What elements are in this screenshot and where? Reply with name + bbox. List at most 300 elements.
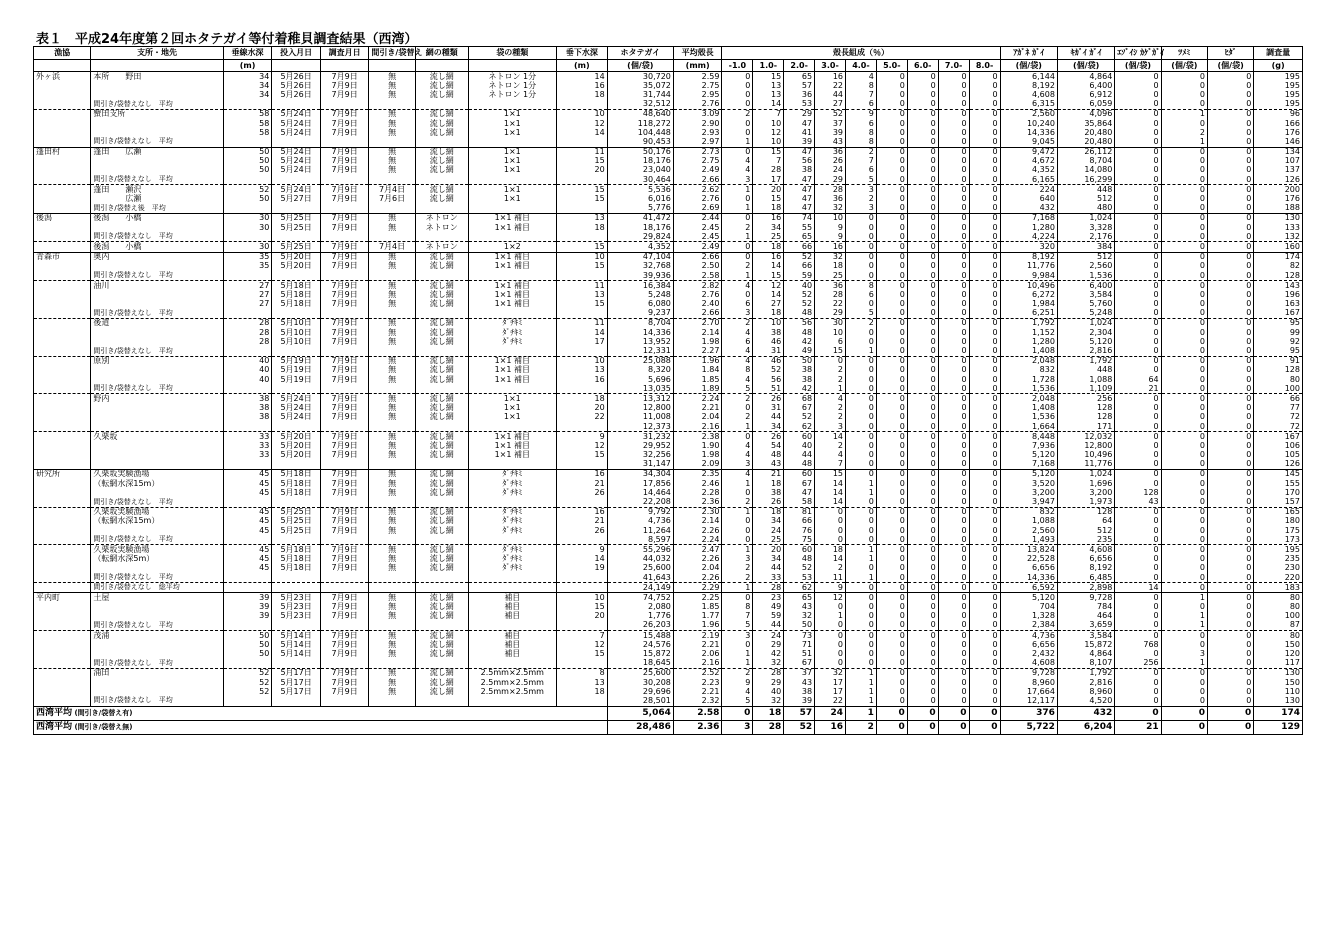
- table-cell: 0: [876, 460, 907, 470]
- table-cell: 0: [1207, 157, 1253, 166]
- table-cell: 0: [1115, 366, 1161, 375]
- table-cell: 流し網: [415, 90, 468, 99]
- total-row: [34, 706, 1303, 720]
- table-cell: 0: [1115, 507, 1161, 517]
- cell-coop: [34, 659, 91, 669]
- total-cell: 28,486: [607, 720, 673, 734]
- table-cell: 38: [784, 366, 815, 375]
- table-cell: 8: [846, 137, 877, 147]
- table-cell: 0: [846, 337, 877, 346]
- table-cell: 24,149: [607, 583, 673, 593]
- cell-coop: 蓬田村: [34, 147, 91, 157]
- table-cell: 44,032: [607, 555, 673, 564]
- table-cell: 128: [1057, 413, 1114, 422]
- table-cell: 188: [1254, 204, 1303, 214]
- table-cell: 0: [722, 404, 753, 413]
- table-cell: 0: [722, 488, 753, 497]
- table-cell: ﾀﾞﾁｷﾐ: [468, 507, 556, 517]
- table-cell: 4,864: [1057, 649, 1114, 658]
- column-header: (個/袋): [607, 60, 673, 72]
- table-cell: 118,272: [607, 119, 673, 128]
- cell-site: 原別: [91, 356, 223, 366]
- table-cell: 6,592: [1000, 583, 1057, 593]
- cell-site: [91, 441, 223, 450]
- table-cell: 流し網: [415, 404, 468, 413]
- table-cell: 4: [846, 72, 877, 82]
- table-cell: 2.66: [673, 175, 722, 185]
- total-cell: 2.36: [673, 720, 722, 734]
- table-cell: 0: [1207, 119, 1253, 128]
- table-cell: 1×1 補目: [468, 432, 556, 442]
- table-cell: 0: [938, 128, 969, 137]
- table-cell: 7月9日: [320, 640, 369, 649]
- table-cell: 45: [223, 488, 272, 497]
- table-cell: 流し網: [415, 649, 468, 658]
- table-cell: 5月20日: [272, 451, 321, 460]
- table-cell: [369, 659, 415, 669]
- table-cell: 0: [938, 441, 969, 450]
- table-cell: 0: [1161, 545, 1207, 555]
- table-cell: 4,352: [1000, 166, 1057, 175]
- table-cell: [320, 100, 369, 110]
- table-cell: 13,035: [607, 384, 673, 394]
- table-cell: 41,472: [607, 213, 673, 223]
- table-cell: 5月18日: [272, 488, 321, 497]
- table-cell: 56: [784, 157, 815, 166]
- total-cell: 129: [1254, 720, 1303, 734]
- table-cell: [415, 346, 468, 356]
- table-cell: 1×1: [468, 147, 556, 157]
- table-cell: 0: [846, 507, 877, 517]
- cell-coop: [34, 583, 91, 593]
- column-header: 3.0-: [815, 60, 846, 72]
- table-cell: 0: [722, 90, 753, 99]
- table-cell: 0: [938, 659, 969, 669]
- table-cell: 8: [846, 81, 877, 90]
- table-cell: 30: [223, 213, 272, 223]
- table-cell: 130: [1254, 696, 1303, 706]
- table-cell: 7,168: [1000, 213, 1057, 223]
- table-cell: 補目: [468, 593, 556, 603]
- table-cell: 5月24日: [272, 147, 321, 157]
- table-cell: 7: [846, 157, 877, 166]
- cell-site: [91, 119, 223, 128]
- cell-site: 後道: [91, 318, 223, 328]
- total-cell: 0: [722, 706, 753, 720]
- table-cell: 5月20日: [272, 432, 321, 442]
- table-cell: 0: [1207, 564, 1253, 573]
- table-cell: 512: [1057, 194, 1114, 203]
- table-cell: 0: [1207, 394, 1253, 404]
- cell-coop: [34, 668, 91, 678]
- table-cell: 0: [1207, 678, 1253, 687]
- table-cell: [369, 232, 415, 242]
- table-cell: [556, 100, 607, 110]
- table-cell: 10,496: [1057, 451, 1114, 460]
- table-cell: 5月25日: [272, 213, 321, 223]
- table-cell: [320, 621, 369, 631]
- cell-site: [91, 300, 223, 309]
- table-cell: 48: [753, 451, 784, 460]
- table-cell: [223, 422, 272, 432]
- table-cell: 1×1: [468, 128, 556, 137]
- table-cell: 128: [1254, 271, 1303, 281]
- table-cell: 7月9日: [320, 564, 369, 573]
- table-cell: 128: [1057, 507, 1114, 517]
- cell-site: 久栗坂: [91, 432, 223, 442]
- table-cell: 55: [784, 223, 815, 232]
- table-cell: 0: [969, 460, 1000, 470]
- table-cell: 0: [846, 564, 877, 573]
- table-cell: 0: [1207, 526, 1253, 535]
- table-cell: 180: [1254, 517, 1303, 526]
- table-cell: 0: [1115, 573, 1161, 583]
- table-cell: 28: [223, 337, 272, 346]
- table-cell: 1: [722, 545, 753, 555]
- table-cell: [272, 535, 321, 545]
- table-cell: 0: [907, 90, 938, 99]
- table-cell: 14: [753, 290, 784, 299]
- average-row: [34, 535, 1303, 545]
- table-cell: [468, 422, 556, 432]
- cell-coop: [34, 290, 91, 299]
- table-cell: 27: [223, 300, 272, 309]
- table-cell: 0: [1161, 631, 1207, 641]
- table-cell: 0: [876, 507, 907, 517]
- table-cell: 6: [846, 166, 877, 175]
- table-cell: 0: [938, 252, 969, 262]
- table-cell: ﾀﾞﾁｷﾐ: [468, 564, 556, 573]
- table-cell: 3,328: [1057, 223, 1114, 232]
- table-cell: 0: [1115, 223, 1161, 232]
- table-cell: 0: [1207, 659, 1253, 669]
- total-cell: 0: [907, 706, 938, 720]
- table-cell: 5,120: [1057, 337, 1114, 346]
- table-cell: 流し網: [415, 564, 468, 573]
- table-cell: 10: [556, 252, 607, 262]
- total-cell: 376: [1000, 706, 1057, 720]
- table-cell: 9,728: [1057, 593, 1114, 603]
- table-cell: [223, 621, 272, 631]
- table-cell: 14: [815, 479, 846, 488]
- table-cell: 0: [815, 603, 846, 612]
- table-cell: 1,973: [1057, 497, 1114, 507]
- table-cell: 0: [1115, 271, 1161, 281]
- table-cell: 0: [938, 290, 969, 299]
- cell-site: 間引き/袋替えなし 平均: [91, 659, 223, 669]
- table-cell: 2: [722, 262, 753, 271]
- table-cell: 0: [907, 526, 938, 535]
- table-cell: 2.40: [673, 300, 722, 309]
- survey-table-container: [33, 46, 1303, 735]
- table-cell: 16: [815, 72, 846, 82]
- table-cell: 0: [969, 687, 1000, 696]
- table-cell: ﾀﾞﾁｷﾐ: [468, 479, 556, 488]
- table-cell: 67: [784, 659, 815, 669]
- table-cell: 無: [369, 687, 415, 696]
- table-cell: 2: [846, 147, 877, 157]
- table-cell: 72: [1254, 413, 1303, 422]
- table-cell: 0: [938, 603, 969, 612]
- table-cell: 0: [938, 318, 969, 328]
- table-cell: 16: [556, 375, 607, 384]
- table-cell: [556, 535, 607, 545]
- table-cell: [468, 535, 556, 545]
- table-cell: [369, 100, 415, 110]
- table-cell: 0: [1161, 432, 1207, 442]
- table-cell: 0: [876, 252, 907, 262]
- table-cell: 2.23: [673, 678, 722, 687]
- table-cell: 195: [1254, 81, 1303, 90]
- table-cell: 0: [907, 535, 938, 545]
- table-cell: 25,600: [607, 564, 673, 573]
- table-cell: 40: [784, 281, 815, 291]
- table-cell: 46: [753, 356, 784, 366]
- table-cell: 39: [784, 137, 815, 147]
- table-cell: 155: [1254, 479, 1303, 488]
- table-cell: 1: [1161, 621, 1207, 631]
- table-cell: 5月18日: [272, 479, 321, 488]
- table-cell: 0: [1207, 384, 1253, 394]
- table-cell: 65: [784, 72, 815, 82]
- cell-site: [91, 422, 223, 432]
- table-cell: 5月23日: [272, 612, 321, 621]
- column-header: 2.0-: [784, 60, 815, 72]
- table-cell: 27: [815, 100, 846, 110]
- table-cell: 5: [722, 696, 753, 706]
- table-cell: 0: [876, 535, 907, 545]
- table-cell: 5,120: [1000, 593, 1057, 603]
- table-cell: 167: [1254, 309, 1303, 319]
- table-cell: 0: [876, 497, 907, 507]
- table-cell: 0: [846, 517, 877, 526]
- table-cell: 1×1 補目: [468, 300, 556, 309]
- table-cell: 0: [876, 687, 907, 696]
- table-cell: 1.90: [673, 441, 722, 450]
- table-cell: 0: [1161, 404, 1207, 413]
- table-cell: 0: [1207, 573, 1253, 583]
- table-cell: 0: [1115, 175, 1161, 185]
- table-cell: 2.21: [673, 404, 722, 413]
- table-cell: 5月10日: [272, 318, 321, 328]
- total-cell: 0: [969, 706, 1000, 720]
- table-cell: 157: [1254, 497, 1303, 507]
- table-cell: 1: [815, 384, 846, 394]
- table-cell: 0: [1161, 640, 1207, 649]
- table-cell: 2: [815, 564, 846, 573]
- table-cell: 2: [722, 109, 753, 119]
- column-header: ﾂﾒﾐ: [1161, 47, 1207, 60]
- table-cell: 0: [969, 375, 1000, 384]
- cell-site: 間引き/袋替えなし 平均: [91, 621, 223, 631]
- table-cell: 0: [907, 366, 938, 375]
- table-cell: 2.46: [673, 479, 722, 488]
- cell-site: [91, 564, 223, 573]
- table-cell: 0: [1207, 356, 1253, 366]
- table-cell: [415, 204, 468, 214]
- table-cell: 2.90: [673, 119, 722, 128]
- table-cell: 7月9日: [320, 603, 369, 612]
- table-cell: 2.28: [673, 488, 722, 497]
- table-cell: 4: [722, 346, 753, 356]
- table-cell: 163: [1254, 300, 1303, 309]
- column-header: 平均殻長: [673, 47, 722, 60]
- column-header: 網の種類: [415, 47, 468, 60]
- table-cell: 0: [876, 90, 907, 99]
- table-cell: 53: [784, 100, 815, 110]
- table-cell: 0: [722, 194, 753, 203]
- table-cell: 0: [938, 497, 969, 507]
- table-cell: 3,520: [1000, 479, 1057, 488]
- table-cell: 10: [815, 328, 846, 337]
- table-cell: 25,600: [607, 668, 673, 678]
- table-cell: 47: [784, 194, 815, 203]
- table-cell: 47: [784, 488, 815, 497]
- table-cell: 15,488: [607, 631, 673, 641]
- table-cell: 0: [907, 649, 938, 658]
- table-cell: 流し網: [415, 194, 468, 203]
- table-cell: 0: [815, 659, 846, 669]
- table-cell: 7月9日: [320, 290, 369, 299]
- table-cell: 5月24日: [272, 109, 321, 119]
- table-cell: 0: [876, 649, 907, 658]
- table-cell: 無: [369, 128, 415, 137]
- table-cell: 0: [1161, 555, 1207, 564]
- table-cell: 5月24日: [272, 404, 321, 413]
- table-cell: 1: [846, 346, 877, 356]
- table-cell: 11: [556, 147, 607, 157]
- table-cell: 0: [876, 204, 907, 214]
- table-cell: 0: [938, 640, 969, 649]
- table-cell: 0: [1161, 119, 1207, 128]
- table-cell: 0: [907, 204, 938, 214]
- table-cell: 7月9日: [320, 109, 369, 119]
- table-cell: 0: [969, 488, 1000, 497]
- table-cell: 8: [846, 128, 877, 137]
- table-cell: 11,264: [607, 526, 673, 535]
- table-cell: 6: [722, 300, 753, 309]
- table-cell: 0: [969, 137, 1000, 147]
- table-cell: 無: [369, 166, 415, 175]
- table-cell: 0: [969, 262, 1000, 271]
- cell-coop: [34, 441, 91, 450]
- table-cell: 31,232: [607, 432, 673, 442]
- table-cell: 0: [938, 309, 969, 319]
- table-cell: 66: [784, 242, 815, 252]
- table-cell: 0: [1161, 507, 1207, 517]
- table-cell: 5月17日: [272, 687, 321, 696]
- table-cell: 0: [938, 451, 969, 460]
- table-cell: 1: [1161, 109, 1207, 119]
- cell-site: （転網水深5m）: [91, 555, 223, 564]
- table-cell: 8: [722, 603, 753, 612]
- table-cell: 2.5mm×2.5mm: [468, 678, 556, 687]
- table-cell: 1,493: [1000, 535, 1057, 545]
- table-cell: [468, 497, 556, 507]
- average-row: [34, 175, 1303, 185]
- table-cell: [223, 137, 272, 147]
- table-row: [34, 517, 1303, 526]
- table-cell: 0: [907, 175, 938, 185]
- table-cell: 39: [223, 603, 272, 612]
- table-cell: [223, 573, 272, 583]
- table-cell: 28: [815, 290, 846, 299]
- table-cell: 6,165: [1000, 175, 1057, 185]
- table-cell: 195: [1254, 90, 1303, 99]
- table-cell: 10,240: [1000, 119, 1057, 128]
- table-cell: 0: [1115, 213, 1161, 223]
- table-cell: 11: [815, 573, 846, 583]
- table-cell: 2.5mm×2.5mm: [468, 687, 556, 696]
- table-cell: 1,280: [1000, 337, 1057, 346]
- cell-coop: [34, 157, 91, 166]
- table-cell: [320, 422, 369, 432]
- cell-site: [91, 678, 223, 687]
- table-cell: 0: [1115, 204, 1161, 214]
- table-cell: 5月17日: [272, 678, 321, 687]
- table-cell: 51: [753, 384, 784, 394]
- table-cell: 42: [753, 649, 784, 658]
- cell-site: 間引き/袋替えなし 平均: [91, 137, 223, 147]
- total-cell: 21: [1115, 720, 1161, 734]
- cell-site: [91, 413, 223, 422]
- table-cell: 7月9日: [320, 404, 369, 413]
- table-cell: 7: [753, 157, 784, 166]
- column-header: 間引き/袋替え: [369, 47, 415, 60]
- table-cell: 0: [876, 166, 907, 175]
- table-cell: 0: [1207, 166, 1253, 175]
- cell-coop: [34, 271, 91, 281]
- table-cell: 0: [969, 328, 1000, 337]
- table-cell: 5,760: [1057, 300, 1114, 309]
- table-cell: 39: [815, 128, 846, 137]
- cell-coop: [34, 328, 91, 337]
- table-cell: 7月9日: [320, 375, 369, 384]
- table-cell: 100: [1254, 384, 1303, 394]
- table-cell: 1: [846, 555, 877, 564]
- table-cell: 47: [784, 204, 815, 214]
- table-cell: 0: [1161, 90, 1207, 99]
- table-cell: 2.70: [673, 318, 722, 328]
- cell-coop: [34, 555, 91, 564]
- table-cell: 0: [938, 517, 969, 526]
- table-cell: 0: [876, 300, 907, 309]
- table-cell: 2: [722, 318, 753, 328]
- table-cell: 2.45: [673, 223, 722, 232]
- table-cell: 0: [907, 100, 938, 110]
- table-cell: 0: [969, 612, 1000, 621]
- table-cell: [468, 271, 556, 281]
- table-cell: [272, 696, 321, 706]
- cell-site: [91, 337, 223, 346]
- table-cell: [320, 460, 369, 470]
- table-cell: 6,144: [1000, 72, 1057, 82]
- table-cell: 補目: [468, 640, 556, 649]
- table-cell: 35,072: [607, 81, 673, 90]
- table-cell: 128: [1254, 366, 1303, 375]
- table-cell: 52: [223, 678, 272, 687]
- table-cell: 6: [846, 100, 877, 110]
- table-cell: 2.16: [673, 659, 722, 669]
- column-header: -1.0: [722, 60, 753, 72]
- table-cell: [369, 460, 415, 470]
- table-cell: 0: [722, 535, 753, 545]
- cell-coop: [34, 526, 91, 535]
- table-cell: 33: [223, 451, 272, 460]
- table-cell: [556, 309, 607, 319]
- table-cell: 4,096: [1057, 109, 1114, 119]
- table-cell: 0: [1115, 262, 1161, 271]
